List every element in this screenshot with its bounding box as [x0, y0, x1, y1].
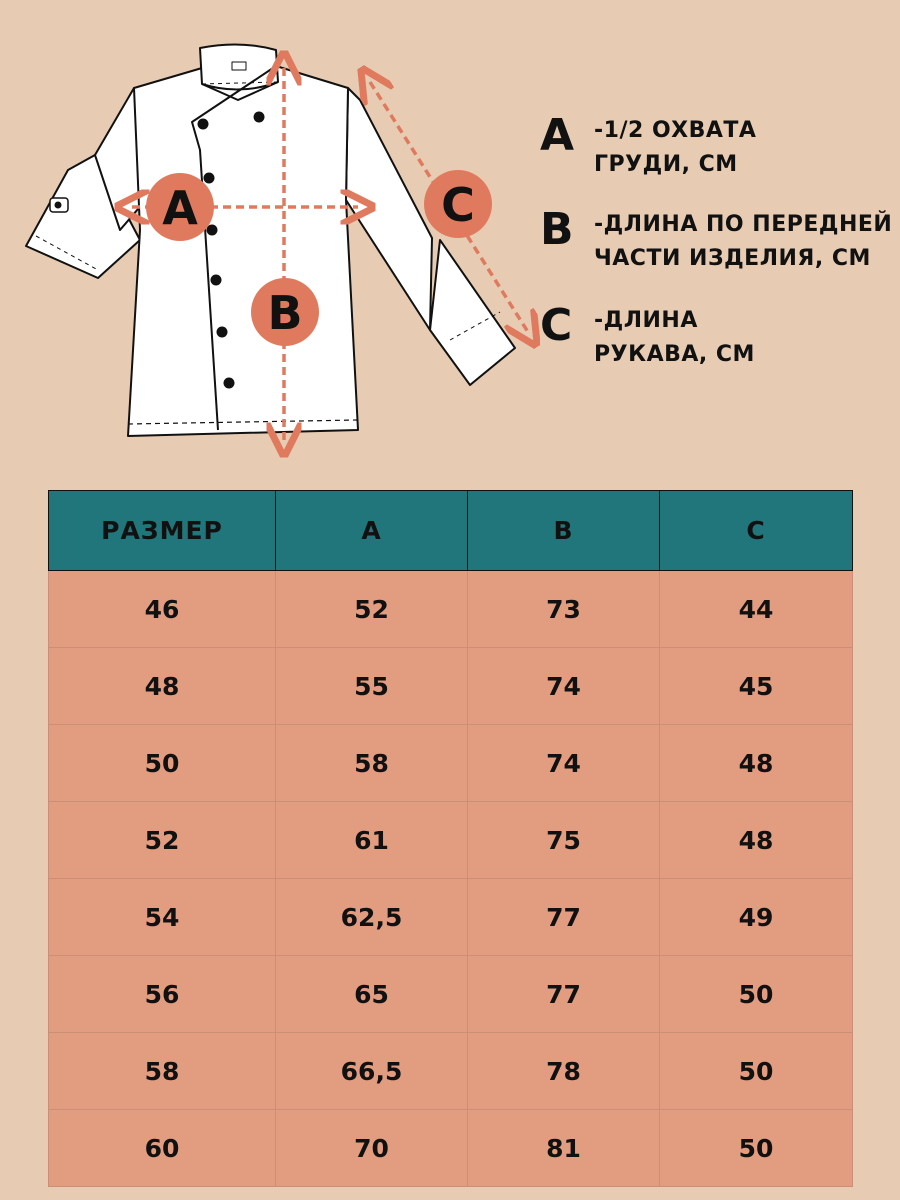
cell-b: 74: [468, 648, 660, 725]
marker-b-label: B: [267, 286, 303, 340]
cell-a: 55: [276, 648, 468, 725]
size-table: [48, 490, 853, 1187]
cell-size: 60: [49, 1110, 276, 1187]
legend-description: [594, 114, 756, 182]
cell-size: 48: [49, 648, 276, 725]
cell-c: 48: [660, 802, 853, 879]
legend-letter: A: [540, 110, 575, 161]
table-row: [49, 725, 853, 802]
legend-line: -1/2 ОХВАТА: [594, 118, 757, 143]
table-row: [49, 1033, 853, 1110]
legend-description: [594, 208, 892, 276]
column-header-a: A: [276, 491, 468, 571]
cell-a: 52: [276, 571, 468, 648]
cell-b: 74: [468, 725, 660, 802]
legend-description: [594, 304, 755, 372]
cell-size: 46: [49, 571, 276, 648]
column-header-size: РАЗМЕР: [49, 491, 276, 571]
cell-c: 50: [660, 1110, 853, 1187]
marker-b-badge: [251, 278, 319, 346]
cell-b: 77: [468, 956, 660, 1033]
legend-line: -ДЛИНА: [594, 308, 698, 333]
cell-size: 50: [49, 725, 276, 802]
legend-letter: B: [540, 204, 574, 255]
table-row: [49, 648, 853, 725]
cell-b: 73: [468, 571, 660, 648]
cell-b: 78: [468, 1033, 660, 1110]
cell-a: 70: [276, 1110, 468, 1187]
cell-c: 49: [660, 879, 853, 956]
cell-size: 56: [49, 956, 276, 1033]
cell-c: 50: [660, 956, 853, 1033]
cell-b: 81: [468, 1110, 660, 1187]
cell-size: 58: [49, 1033, 276, 1110]
cell-b: 77: [468, 879, 660, 956]
table-row: [49, 571, 853, 648]
legend-letter: C: [540, 300, 573, 351]
cell-c: 44: [660, 571, 853, 648]
cell-a: 61: [276, 802, 468, 879]
legend-line: РУКАВА, СМ: [594, 342, 755, 367]
legend-line: ГРУДИ, СМ: [594, 152, 738, 177]
cell-c: 48: [660, 725, 853, 802]
cell-a: 58: [276, 725, 468, 802]
legend-line: ЧАСТИ ИЗДЕЛИЯ, СМ: [594, 246, 871, 271]
table-row: [49, 879, 853, 956]
cell-a: 66,5: [276, 1033, 468, 1110]
marker-a-badge: [146, 173, 214, 241]
cell-c: 45: [660, 648, 853, 725]
column-header-b: B: [468, 491, 660, 571]
cell-c: 50: [660, 1033, 853, 1110]
cell-b: 75: [468, 802, 660, 879]
cell-size: 54: [49, 879, 276, 956]
chef-jacket-icon: [26, 44, 515, 436]
marker-a-label: A: [162, 181, 198, 235]
cell-a: 65: [276, 956, 468, 1033]
cell-size: 52: [49, 802, 276, 879]
table-header-row: [49, 491, 853, 571]
marker-c-badge: [424, 170, 492, 238]
cell-a: 62,5: [276, 879, 468, 956]
table-row: [49, 1110, 853, 1187]
table-row: [49, 802, 853, 879]
legend-line: -ДЛИНА ПО ПЕРЕДНЕЙ: [594, 212, 893, 237]
column-header-c: C: [660, 491, 853, 571]
table-row: [49, 956, 853, 1033]
measurement-diagram: [0, 0, 540, 470]
marker-c-label: C: [441, 178, 475, 232]
